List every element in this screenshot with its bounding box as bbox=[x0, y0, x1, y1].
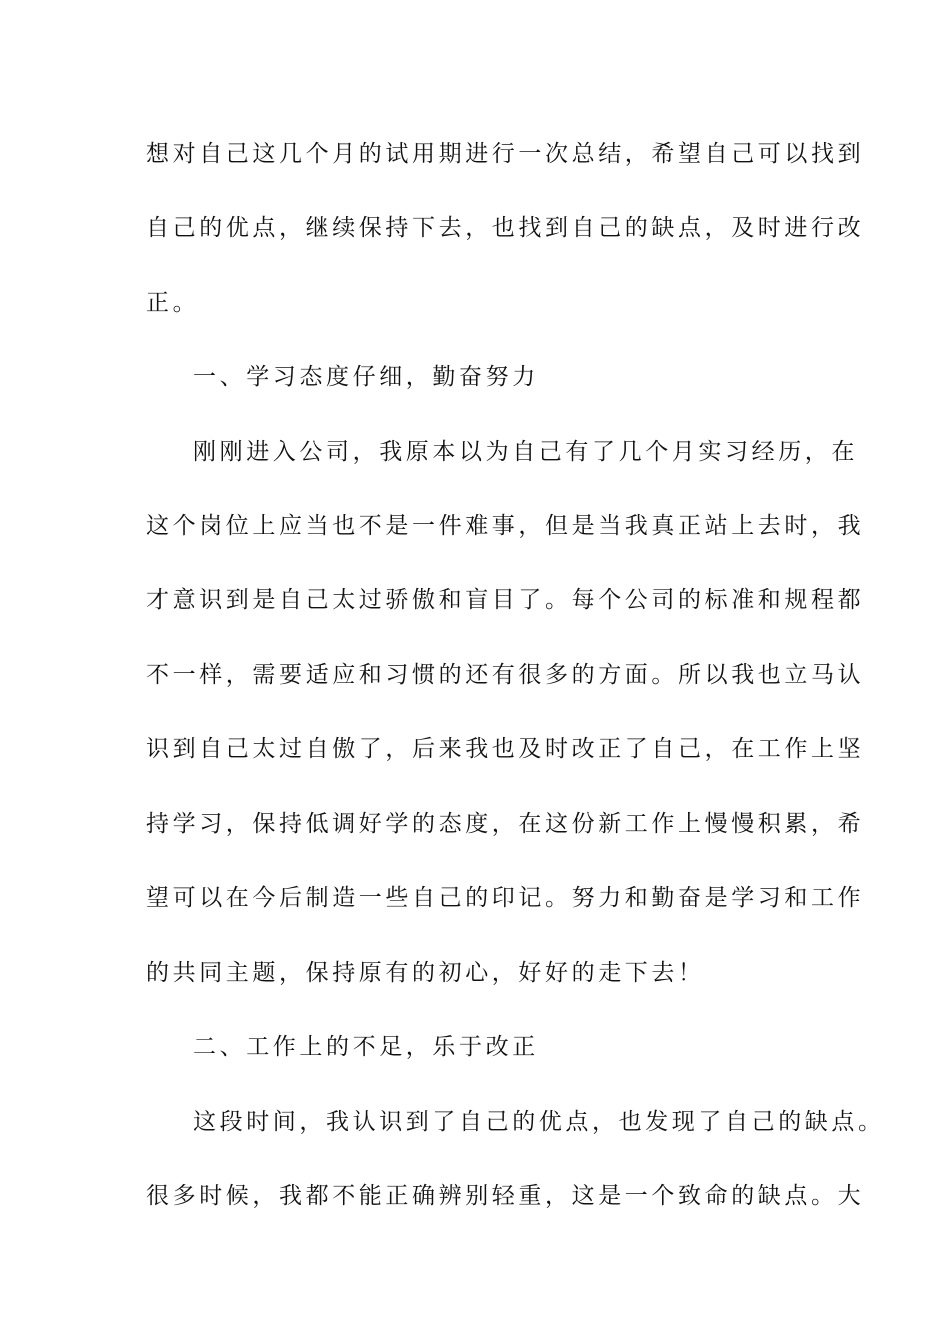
paragraph-line: 自己的优点，继续保持下去，也找到自己的缺点，及时进行改 bbox=[146, 215, 865, 241]
paragraph-line: 望可以在今后制造一些自己的印记。努力和勤奋是学习和工作 bbox=[146, 885, 865, 911]
paragraph-line: 识到自己太过自傲了，后来我也及时改正了自己，在工作上坚 bbox=[146, 736, 865, 762]
paragraph-line: 持学习，保持低调好学的态度，在这份新工作上慢慢积累，希 bbox=[146, 811, 865, 837]
paragraph-line: 这段时间，我认识到了自己的优点，也发现了自己的缺点。 bbox=[193, 1109, 885, 1135]
section-heading-1: 一、学习态度仔细，勤奋努力 bbox=[193, 364, 539, 390]
section-heading-2: 二、工作上的不足，乐于改正 bbox=[193, 1034, 539, 1060]
paragraph-line: 刚刚进入公司，我原本以为自己有了几个月实习经历，在 bbox=[193, 439, 858, 465]
paragraph-line: 正。 bbox=[146, 290, 200, 316]
paragraph-line: 这个岗位上应当也不是一件难事，但是当我真正站上去时，我 bbox=[146, 513, 865, 539]
paragraph-line: 的共同主题，保持原有的初心，好好的走下去！ bbox=[146, 960, 705, 986]
paragraph-line: 才意识到是自己太过骄傲和盲目了。每个公司的标准和规程都 bbox=[146, 587, 865, 613]
paragraph-line: 想对自己这几个月的试用期进行一次总结，希望自己可以找到 bbox=[146, 141, 865, 167]
paragraph-line: 很多时候，我都不能正确辨别轻重，这是一个致命的缺点。大 bbox=[146, 1183, 865, 1209]
paragraph-line: 不一样，需要适应和习惯的还有很多的方面。所以我也立马认 bbox=[146, 662, 865, 688]
